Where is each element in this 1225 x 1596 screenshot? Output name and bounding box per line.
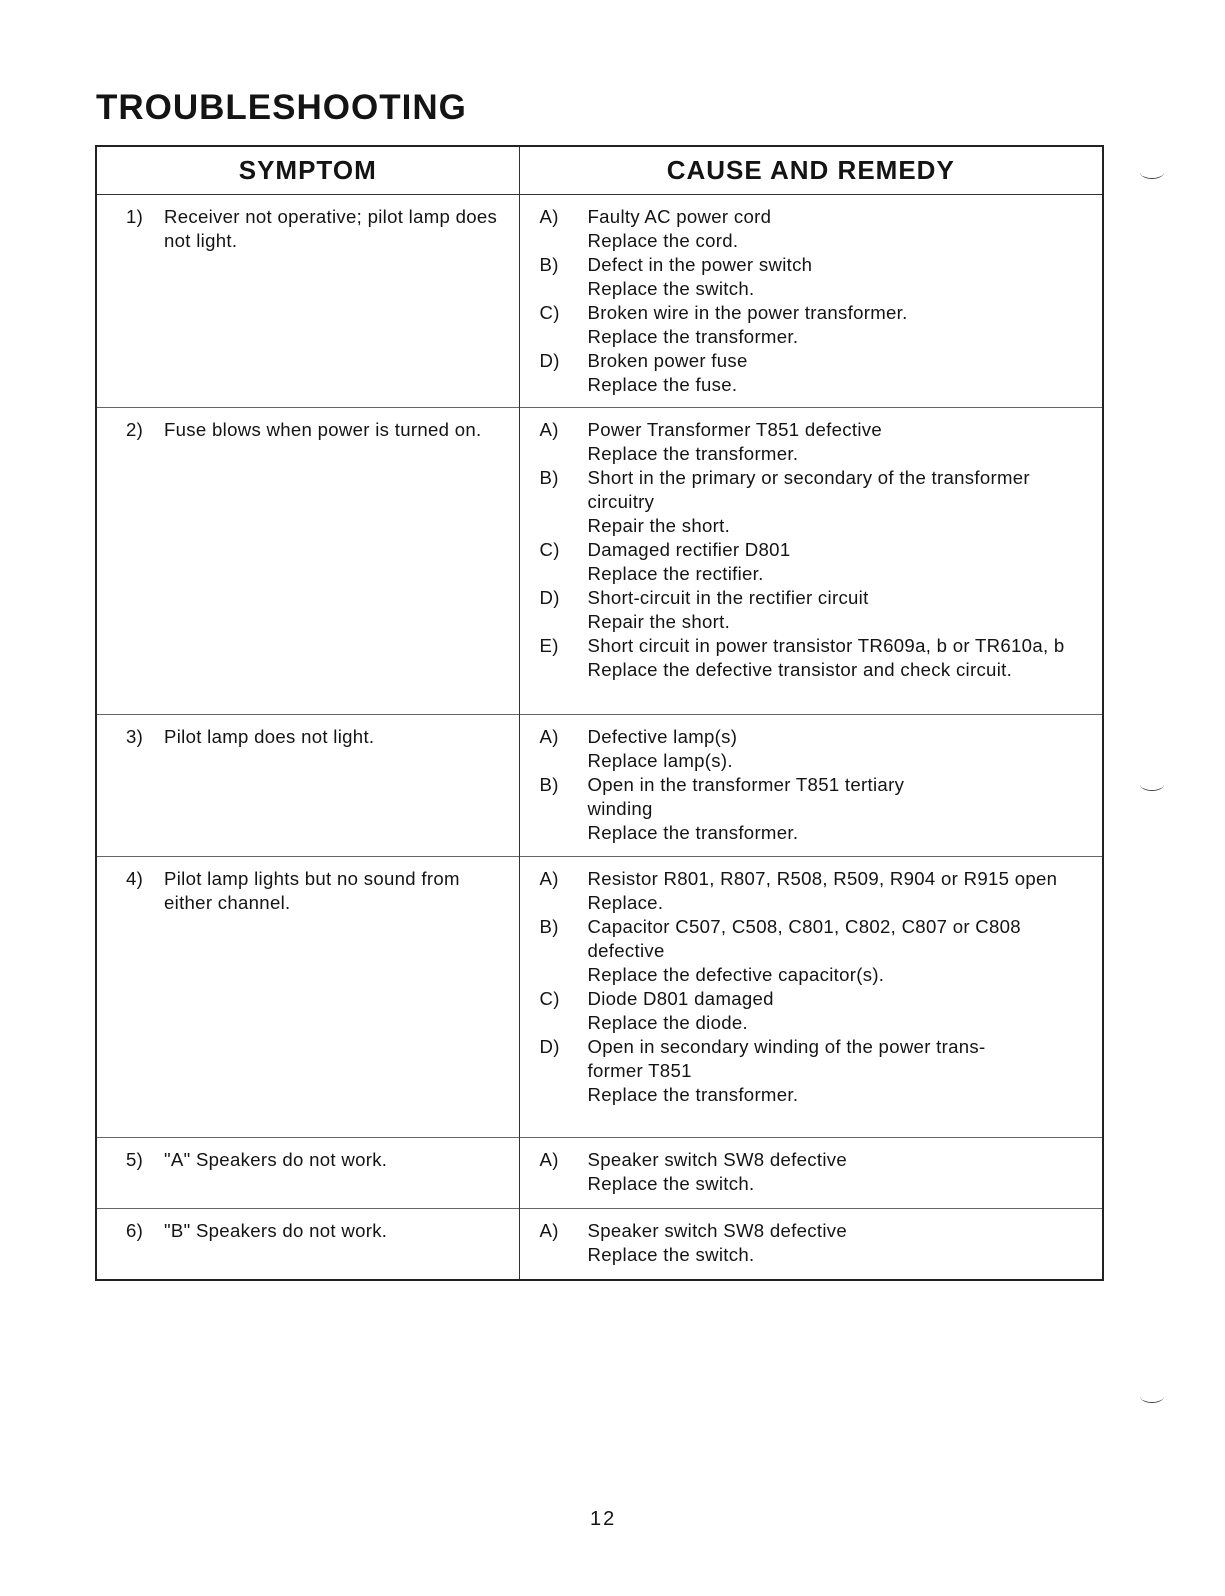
cause-item	[520, 773, 1103, 845]
cause-letter: A)	[539, 868, 559, 889]
troubleshooting-table	[95, 145, 1104, 1281]
symptom-text: Fuse blows when power is turned on.	[164, 419, 482, 440]
remedy-text: Replace the defective transistor and check circuit.	[587, 659, 1013, 680]
table-row	[96, 715, 1103, 857]
cause-remedy-header: CAUSE AND REMEDY	[519, 146, 1103, 195]
cause-text: Damaged rectifier D801	[587, 539, 791, 560]
symptom-text: Pilot lamp lights but no sound from either channel.	[164, 868, 460, 913]
table-header-row	[96, 146, 1103, 195]
cause-text: Open in secondary winding of the power trans-former T851	[587, 1036, 986, 1081]
remedy-text: Replace the defective capacitor(s).	[587, 964, 885, 985]
page-number: 12	[590, 1508, 617, 1530]
cause-cell	[519, 408, 1103, 715]
symptom-header: SYMPTOM	[96, 146, 519, 195]
cause-text: Broken wire in the power transformer.	[587, 302, 908, 323]
cause-letter: D)	[539, 350, 560, 371]
cause-item	[520, 466, 1103, 538]
symptom-number: 3)	[126, 726, 144, 747]
remedy-text: Replace the switch.	[587, 1173, 755, 1194]
remedy-text: Repair the short.	[587, 611, 731, 632]
cause-text: Defective lamp(s)	[587, 726, 738, 747]
cause-item	[520, 867, 1103, 915]
binder-hole-mark	[1140, 166, 1164, 179]
cause-letter: C)	[539, 988, 560, 1009]
cause-text: Resistor R801, R807, R508, R509, R904 or R915 open	[587, 868, 1058, 889]
cause-text: Speaker switch SW8 defective	[587, 1149, 848, 1170]
cause-item	[520, 634, 1103, 682]
cause-text: Speaker switch SW8 defective	[587, 1220, 848, 1241]
symptom-cell	[96, 195, 519, 408]
page-title: TROUBLESHOOTING	[96, 88, 467, 127]
cause-cell	[519, 857, 1103, 1138]
cause-text: Short in the primary or secondary of the transformer circuitry	[587, 467, 1030, 512]
cause-item	[520, 1035, 1103, 1107]
table-row	[96, 195, 1103, 408]
cause-text: Diode D801 damaged	[587, 988, 774, 1009]
cause-item	[520, 301, 1103, 349]
remedy-text: Replace the cord.	[587, 230, 739, 251]
cause-text: Defect in the power switch	[587, 254, 813, 275]
remedy-text: Replace lamp(s).	[587, 750, 733, 771]
remedy-text: Replace the transformer.	[587, 1084, 799, 1105]
symptom-text: "B" Speakers do not work.	[164, 1220, 388, 1241]
remedy-text: Replace the transformer.	[587, 822, 799, 843]
cause-item	[520, 1219, 1103, 1267]
remedy-text: Replace the diode.	[587, 1012, 748, 1033]
table-row	[96, 408, 1103, 715]
table-row	[96, 1138, 1103, 1209]
symptom-text: Pilot lamp does not light.	[164, 726, 375, 747]
cause-text: Capacitor C507, C508, C801, C802, C807 or C808 defective	[587, 916, 1021, 961]
cause-text: Open in the transformer T851 tertiary winding	[587, 774, 905, 819]
binder-hole-mark	[1140, 1390, 1164, 1403]
cause-item	[520, 987, 1103, 1035]
symptom-text: Receiver not operative; pilot lamp does not light.	[164, 206, 498, 251]
symptom-cell	[96, 408, 519, 715]
cause-item	[520, 538, 1103, 586]
cause-text: Short circuit in power transistor TR609a, b or TR610a, b	[587, 635, 1065, 656]
symptom-cell	[96, 857, 519, 1138]
symptom-number: 2)	[126, 419, 144, 440]
remedy-text: Replace.	[587, 892, 664, 913]
cause-cell	[519, 195, 1103, 408]
cause-text: Power Transformer T851 defective	[587, 419, 882, 440]
cause-item	[520, 205, 1103, 253]
remedy-text: Replace the switch.	[587, 278, 755, 299]
cause-item	[520, 418, 1103, 466]
remedy-text: Replace the rectifier.	[587, 563, 764, 584]
cause-letter: E)	[539, 635, 559, 656]
remedy-text: Repair the short.	[587, 515, 731, 536]
cause-letter: A)	[539, 206, 559, 227]
remedy-text: Replace the switch.	[587, 1244, 755, 1265]
cause-text: Broken power fuse	[587, 350, 748, 371]
cause-item	[520, 349, 1103, 397]
cause-letter: D)	[539, 1036, 560, 1057]
cause-letter: A)	[539, 419, 559, 440]
cause-letter: C)	[539, 302, 560, 323]
remedy-text: Replace the transformer.	[587, 443, 799, 464]
cause-letter: C)	[539, 539, 560, 560]
cause-text: Short-circuit in the rectifier circuit	[587, 587, 869, 608]
cause-letter: B)	[539, 916, 559, 937]
cause-letter: B)	[539, 254, 559, 275]
cause-item	[520, 915, 1103, 987]
cause-letter: B)	[539, 774, 559, 795]
cause-cell	[519, 1209, 1103, 1280]
cause-letter: A)	[539, 726, 559, 747]
symptom-cell	[96, 1209, 519, 1280]
remedy-text: Replace the transformer.	[587, 326, 799, 347]
cause-item	[520, 1148, 1103, 1196]
cause-letter: A)	[539, 1149, 559, 1170]
symptom-number: 6)	[126, 1220, 144, 1241]
cause-text: Faulty AC power cord	[587, 206, 772, 227]
cause-letter: D)	[539, 587, 560, 608]
symptom-number: 1)	[126, 206, 144, 227]
remedy-text: Replace the fuse.	[587, 374, 738, 395]
cause-letter: B)	[539, 467, 559, 488]
symptom-text: "A" Speakers do not work.	[164, 1149, 388, 1170]
symptom-number: 5)	[126, 1149, 144, 1170]
cause-letter: A)	[539, 1220, 559, 1241]
table-row	[96, 1209, 1103, 1280]
table-row	[96, 857, 1103, 1138]
cause-cell	[519, 1138, 1103, 1209]
symptom-cell	[96, 1138, 519, 1209]
symptom-cell	[96, 715, 519, 857]
cause-item	[520, 725, 1103, 773]
cause-cell	[519, 715, 1103, 857]
binder-hole-mark	[1140, 778, 1164, 791]
symptom-number: 4)	[126, 868, 144, 889]
cause-item	[520, 586, 1103, 634]
cause-item	[520, 253, 1103, 301]
